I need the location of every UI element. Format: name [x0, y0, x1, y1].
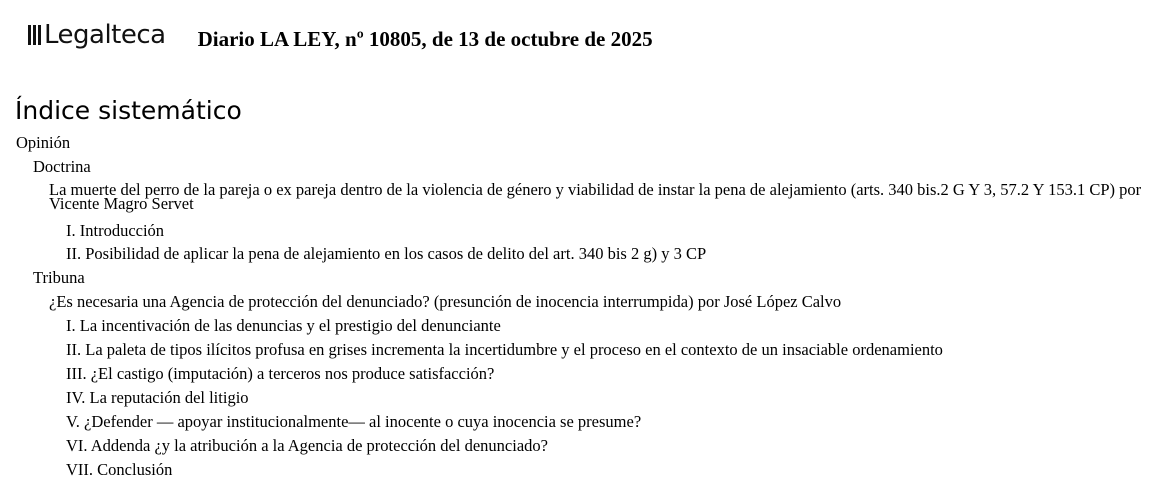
toc-item[interactable]: II. La paleta de tipos ilícitos profusa en grises incrementa la incertidumbre y el proceso en el contexto de un insaciable ordenamiento	[66, 340, 943, 359]
index-heading: Índice sistemático	[15, 96, 242, 125]
legalteca-logo	[28, 18, 166, 52]
logo-bars-icon	[28, 24, 41, 46]
logo-text: Legalteca	[44, 20, 166, 50]
document-header	[28, 18, 653, 52]
issue-title: Diario LA LEY, nº 10805, de 13 de octubre de 2025	[197, 26, 653, 51]
toc-item[interactable]: IV. La reputación del litigio	[66, 388, 249, 407]
toc-item[interactable]: V. ¿Defender — apoyar institucionalmente— al inocente o cuya inocencia se presume?	[66, 412, 642, 431]
toc-subsection-tribuna[interactable]: Tribuna	[33, 268, 85, 287]
toc-item[interactable]: III. ¿El castigo (imputación) a terceros nos produce satisfacción?	[66, 364, 495, 383]
toc-item[interactable]: VII. Conclusión	[66, 460, 173, 479]
toc-article-doctrina[interactable]: La muerte del perro de la pareja o ex pareja dentro de la violencia de género y viabilidad de instar la pena de alejamiento (arts. 340 bis.2 G Y 3, 57.2 Y 153.1 CP) por Vicente Magro Servet	[49, 180, 1142, 213]
toc-article-tribuna[interactable]: ¿Es necesaria una Agencia de protección del denunciado? (presunción de inocencia interrumpida) por José López Calvo	[49, 292, 842, 311]
toc-item[interactable]: II. Posibilidad de aplicar la pena de alejamiento en los casos de delito del art. 340 bis 2 g) y 3 CP	[66, 244, 707, 263]
toc-subsection-doctrina[interactable]: Doctrina	[33, 157, 91, 176]
toc-item[interactable]: I. La incentivación de las denuncias y el prestigio del denunciante	[66, 316, 501, 335]
toc-item[interactable]: VI. Addenda ¿y la atribución a la Agencia de protección del denunciado?	[66, 436, 548, 455]
toc-section-opinion[interactable]: Opinión	[16, 133, 71, 152]
toc-item[interactable]: I. Introducción	[66, 221, 165, 240]
